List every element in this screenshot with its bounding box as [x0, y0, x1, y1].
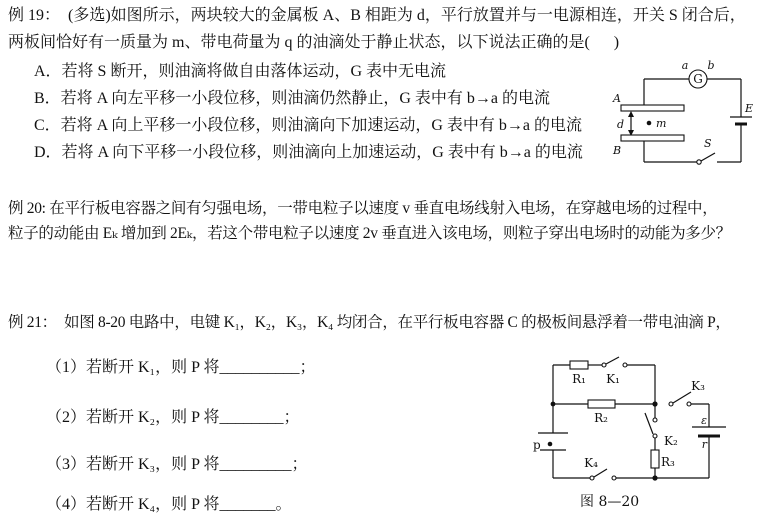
- q19-option-c: C．若将 A 向上平移一小段位移，则油滴向下加速运动，G 表中有 b→a 的电流: [34, 117, 583, 134]
- q19-intro-line2: 两板间恰好有一质量为 m、带电荷量为 q 的油滴处于静止状态，以下说法正确的是( ): [8, 34, 620, 51]
- switch-k3-blade: [673, 392, 691, 403]
- oil-drop-icon: [548, 442, 553, 447]
- switch-k1-blade: [606, 357, 619, 364]
- k2-label: K₂: [664, 434, 678, 448]
- drop-m-label: m: [656, 117, 667, 130]
- k3-label: K₃: [691, 379, 705, 393]
- terminal-b-label: b: [707, 59, 715, 72]
- galvanometer-label: G: [693, 72, 703, 86]
- switch-k4-contact: [590, 476, 594, 480]
- switch-k3-contact: [687, 402, 691, 406]
- emf-label: ε: [701, 414, 707, 427]
- q21-blank-1: （1）若断开 K₁，则 P 将__________；: [46, 359, 316, 376]
- switch-s-blade: [701, 153, 715, 161]
- switch-k2-blade: [645, 413, 653, 434]
- switch-k4-contact: [612, 476, 616, 480]
- r2-label: R₂: [594, 411, 608, 425]
- q19-circuit-diagram: [611, 57, 759, 182]
- switch-s-label: S: [704, 137, 712, 150]
- q21-blank-3: （3）若断开 K₃，则 P 将_________；: [46, 456, 308, 473]
- q21-blank-2: （2）若断开 K₂，则 P 将________；: [46, 409, 300, 426]
- arrow-up-icon: [628, 111, 634, 117]
- q20-line1: 例 20: 在平行板电容器之间有匀强电场，一带电粒子以速度 v 垂直电场线射入电场，在穿越电场的过程中，: [8, 200, 718, 217]
- r3-label: R₃: [661, 455, 675, 469]
- resistor-r1: [570, 361, 588, 369]
- switch-k4-blade: [594, 469, 607, 477]
- switch-s-contact: [697, 160, 701, 164]
- drop-p-label: p: [533, 438, 541, 452]
- k1-label: K₁: [606, 372, 620, 386]
- q21-intro: 例 21： 如图 8-20 电路中，电键 K₁，K₂，K₃，K₄ 均闭合，在平行板电容器 C 的极板间悬浮着一带电油滴 P，: [8, 314, 731, 331]
- figure-caption: 图 8—20: [580, 494, 640, 510]
- capacitor-plate-b: [621, 135, 684, 141]
- q19-option-b: B．若将 A 向左平移一小段位移，则油滴仍然静止，G 表中有 b→a 的电流: [34, 90, 551, 107]
- q21-circuit-diagram: [528, 350, 738, 518]
- switch-k2-contact: [653, 418, 657, 422]
- q19-option-a: A．若将 S 断开，则油滴将做自由落体运动，G 表中无电流: [34, 63, 447, 80]
- internal-resistance-label: r: [701, 438, 707, 451]
- plate-b-label: B: [613, 144, 622, 157]
- k4-label: K₄: [584, 456, 598, 470]
- q21-blank-4: （4）若断开 K₄，则 P 将_______。: [46, 496, 292, 513]
- switch-k2-contact: [653, 434, 657, 438]
- r1-label: R₁: [572, 372, 586, 386]
- resistor-r3: [651, 450, 659, 468]
- oil-drop-icon: [647, 121, 652, 126]
- q20-line2: 粒子的动能由 Eₖ 增加到 2Eₖ，若这个带电粒子以速度 2v 垂直进入该电场，则粒子穿出电场时的动能为多少？: [8, 225, 731, 242]
- terminal-a-label: a: [681, 59, 689, 72]
- switch-k1-contact: [623, 363, 627, 367]
- switch-k3-contact: [669, 402, 673, 406]
- q19-option-d: D．若将 A 向下平移一小段位移，则油滴向上加速运动，G 表中有 b→a 的电流: [34, 144, 583, 161]
- q19-intro-line1: 例 19： (多选)如图所示，两块较大的金属板 A、B 相距为 d，平行放置并与一电源相连，开关 S 闭合后，: [8, 7, 746, 24]
- battery-e-label: E: [745, 102, 754, 115]
- capacitor-plate-a: [621, 105, 684, 111]
- plate-a-label: A: [613, 92, 621, 105]
- switch-k1-contact: [602, 363, 606, 367]
- resistor-r2: [588, 400, 615, 408]
- gap-d-label: d: [617, 118, 625, 131]
